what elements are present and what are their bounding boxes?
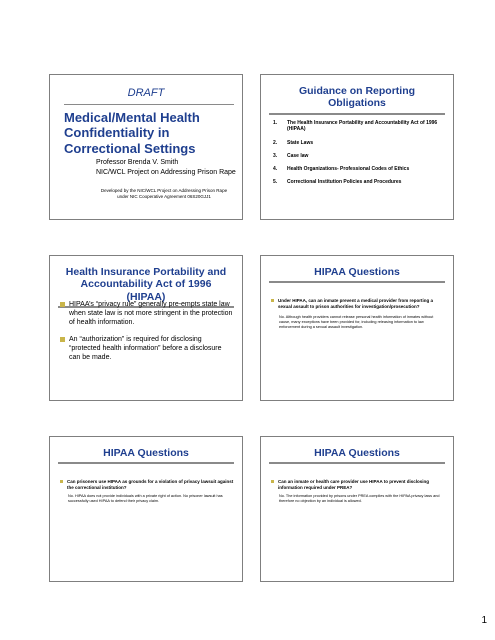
author-affiliation: NIC/WCL Project on Addressing Prison Rape [96, 169, 236, 177]
question: Under HIPAA, can an inmate prevent a medical provider from reporting a sexual assault to prison authorities for investigation/prosecution? [271, 298, 445, 310]
bullet-icon [60, 302, 65, 307]
question: Can prisoners use HIPAA as grounds for a violation of privacy lawsuit against the correctional institution? [60, 479, 234, 491]
slide-title-bar [269, 443, 445, 464]
slide-heading: HIPAA Questions [314, 266, 400, 278]
author-name: Professor Brenda V. Smith [96, 159, 179, 166]
bullet-icon [60, 480, 63, 483]
list-item: 2. State Laws [273, 139, 314, 146]
presentation-title [64, 110, 236, 156]
draft-label: DRAFT [127, 87, 165, 99]
slide-title-bar [269, 262, 445, 283]
list-item: 1. The Health Insurance Portability and Accountability Act of 1996 (HIPAA) [273, 120, 438, 133]
bullet-list [60, 479, 234, 491]
bullet-list [60, 300, 234, 371]
bullet-icon [271, 299, 274, 302]
list-item: HIPAA’s “privacy rule” generally pre-empts state law when state law is not more stringent in the protection of health information. [60, 300, 234, 327]
slide-hipaa-questions-3 [260, 436, 454, 582]
author-block [96, 158, 236, 179]
bullet-icon [271, 480, 274, 483]
page-number: 1 [481, 615, 487, 626]
title-line: Medical/Mental Health [64, 110, 200, 125]
slide-hipaa-questions-2 [49, 436, 243, 582]
credit-text: Developed by the NIC/WCL Project on Addressing Prison Rape under NIC Cooperative Agreement 06S20GJJ1 [100, 188, 228, 199]
slide-heading: Guidance on Reporting Obligations [298, 85, 416, 110]
slide-title-bar [58, 443, 234, 464]
slide-heading: HIPAA Questions [103, 447, 189, 459]
slide-hipaa-overview [49, 255, 243, 401]
numbered-list [273, 120, 447, 193]
answer: No. Although health providers cannot release personal health information of inmates without cause, many exceptions have been provided for, including releasing information to law enforcement during a sexual assault investigation. [279, 315, 434, 330]
bullet-list [271, 479, 445, 491]
answer: No. HIPAA does not provide individuals with a private right of action. No prisoner lawsuit has successfully used HIPAA to defend their privacy claim. [68, 494, 223, 504]
slide-title [49, 74, 243, 220]
title-line: Confidentiality in [64, 125, 170, 141]
divider [64, 104, 234, 105]
slide-reporting-obligations [260, 74, 454, 220]
title-line: Correctional Settings [64, 140, 196, 156]
list-item: An “authorization” is required for disclosing “protected health information” before a disclosure can be made. [60, 335, 234, 362]
bullet-list [271, 298, 445, 310]
bullet-icon [60, 337, 65, 342]
list-item: 4. Health Organizations- Professional Codes of Ethics [273, 166, 410, 172]
slide-hipaa-questions-1 [260, 255, 454, 401]
slide-heading: Health Insurance Portability and Accountability Act of 1996 (HIPAA) [65, 266, 227, 303]
slide-title-bar [269, 81, 445, 115]
slide-heading: HIPAA Questions [314, 447, 400, 459]
answer: No. The information provided by prisons under PREA complies with the HIPAA privacy laws and therefore no objection by an individual is allowed. [279, 494, 440, 504]
list-item: 3. Case law [273, 152, 309, 159]
list-item: 5. Correctional Institution Policies and Procedures [273, 179, 402, 186]
question: Can an inmate or health care provider use HIPAA to prevent disclosing information required under PREA? [271, 479, 445, 491]
